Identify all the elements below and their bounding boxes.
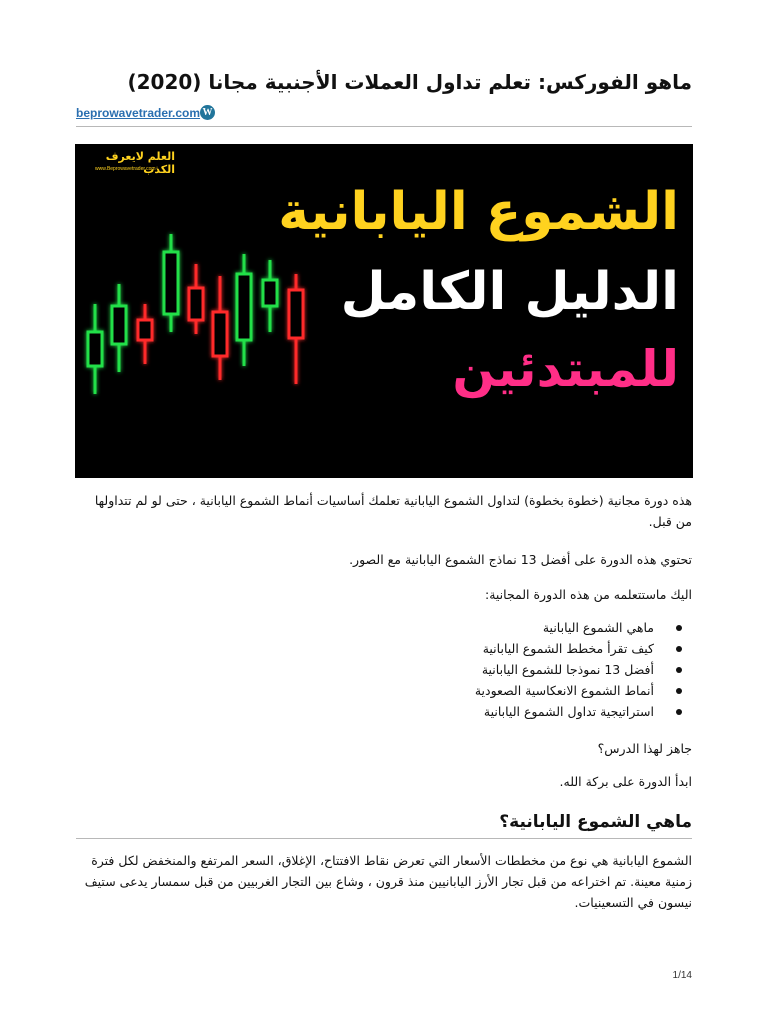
list-item: ماهي الشموع اليابانية	[76, 617, 692, 638]
candle-bullish	[237, 254, 251, 366]
hero-brand-url: www.Beprowavetrader.com	[95, 166, 156, 172]
list-item: أفضل 13 نموذجا للشموع اليابانية	[76, 659, 692, 680]
intro-paragraph-2: تحتوي هذه الدورة على أفضل 13 نماذج الشموع اليابانية مع الصور.	[349, 552, 692, 567]
hero-brand: العلم لايعرف الكذب	[105, 150, 175, 176]
list-item: أنماط الشموع الانعكاسية الصعودية	[76, 680, 692, 701]
source-link[interactable]: beprowavetrader.com	[76, 106, 201, 120]
section-paragraph: الشموع اليابانية هي نوع من مخططات الأسعار التي تعرض نقاط الافتتاح، الإغلاق، السعر المرتفع والمنخفض لكل فترة زمنية معينة. تم اختراعه من قبل تجار الأرز اليابانيين منذ قرون ، وشاع بين التجار الغربيين من قبل سمسار يدعى ستيف نيسون في التسعينيات.	[84, 853, 692, 910]
page-title: ماهو الفوركس: تعلم تداول العملات الأجنبية مجانا (2020)	[127, 70, 692, 94]
candle-bearish	[138, 304, 152, 364]
hero-headline-1: الشموع اليابانية	[278, 182, 679, 242]
ready-question: جاهز لهذا الدرس؟	[597, 741, 692, 756]
candle-bullish	[112, 284, 126, 372]
wordpress-icon: W	[200, 105, 215, 120]
hero-headline-2: الدليل الكامل	[340, 262, 679, 322]
hero-headline-3: للمبتدئين	[452, 340, 679, 398]
section-heading: ماهي الشموع اليابانية؟	[76, 812, 692, 839]
course-topics-list	[76, 617, 692, 722]
list-item: استراتيجية تداول الشموع اليابانية	[76, 701, 692, 722]
candle-bullish	[164, 234, 178, 332]
candle-bearish	[213, 276, 227, 380]
intro-paragraph-1: هذه دورة مجانية (خطوة بخطوة) لتداول الشموع اليابانية تعلمك أساسيات أنماط الشموع اليابانية ، حتى لو لم تتداولها من قبل.	[94, 493, 692, 529]
hero-image	[75, 144, 693, 478]
candle-bearish	[189, 264, 203, 334]
candle-bullish	[88, 304, 102, 394]
candle-bullish	[263, 260, 277, 332]
list-intro: اليك ماستتعلمه من هذه الدورة المجانية:	[484, 587, 692, 602]
source-row	[76, 106, 692, 127]
start-line: ابدأ الدورة على بركة الله.	[559, 774, 692, 789]
page-number: 1/14	[672, 970, 692, 981]
list-item: كيف تقرأ مخطط الشموع اليابانية	[76, 638, 692, 659]
candle-bearish	[289, 274, 303, 384]
